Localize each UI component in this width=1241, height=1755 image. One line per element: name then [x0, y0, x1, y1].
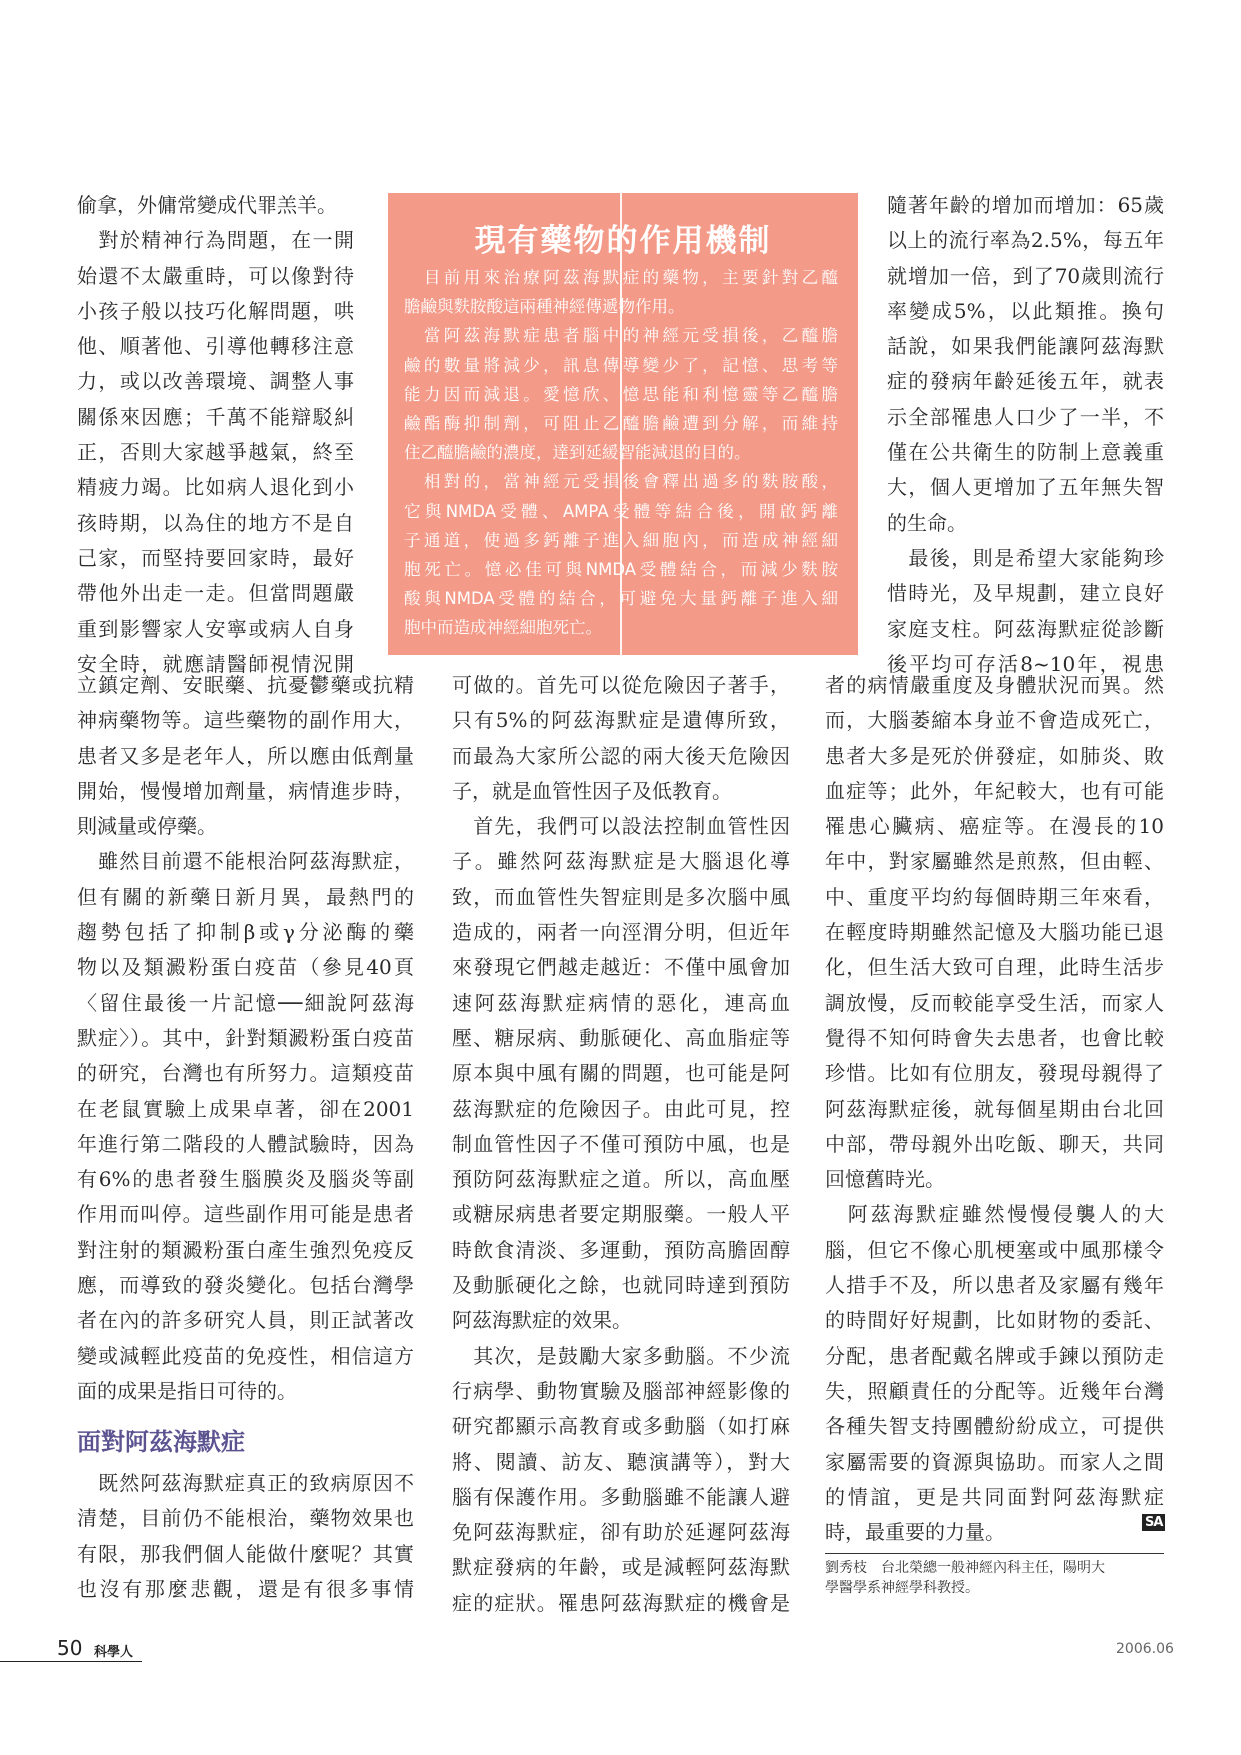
text-line: 首先，我們可以設法控制血管性因 [452, 814, 790, 839]
text-line: 者的病情嚴重度及身體狀況而異。然 [825, 673, 1164, 697]
text-line: 調放慢，反而較能享受生活，而家人 [825, 990, 1164, 1015]
text-line: 趨勢包括了抑制β或γ分泌酶的藥 [77, 920, 414, 945]
text-line: 重到影響家人安寧或病人自身 [77, 616, 354, 641]
text-line: 僅在公共衛生的防制上意義重 [887, 440, 1164, 465]
text-line: 回憶舊時光。 [825, 1167, 945, 1192]
text-line: 對注射的類澱粉蛋白產生強烈免疫反 [77, 1237, 414, 1262]
text-line: 就增加一倍，到了70歲則流行 [887, 263, 1164, 288]
text-line: 雖然目前還不能根治阿茲海默症， [77, 849, 414, 874]
text-line: 患者又多是老年人，所以應由低劑量 [77, 743, 414, 768]
text-line: 住乙醯膽鹼的濃度，達到延緩智能減退的目的。 [404, 443, 751, 463]
text-line: 將、閱讀、訪友、聽演講等），對大 [452, 1449, 790, 1474]
text-line: 患者大多是死於併發症，如肺炎、敗 [825, 743, 1164, 768]
text-line: 默症發病的年齡，或是減輕阿茲海默 [452, 1555, 790, 1580]
sidebar-box-body [404, 263, 838, 642]
text-line: 造成的，兩者一向涇渭分明，但近年 [452, 920, 790, 945]
text-line: 阿茲海默症的效果。 [452, 1308, 632, 1333]
article-column-left [77, 668, 414, 1409]
text-line: 劉秀枝 台北榮總一般神經內科主任，陽明大 [825, 1560, 1105, 1576]
text-line: 子通道，使過多鈣離子進入細胞內，而造成神經細 [404, 530, 838, 550]
sidebar-box-title: 現有藥物的作用機制 [474, 223, 772, 259]
text-line: 應，而導致的發炎變化。包括台灣學 [77, 1273, 414, 1298]
text-line: 致，而血管性失智症則是多次腦中風 [452, 884, 790, 909]
text-line: 偷拿，外傭常變成代罪羔羊。 [77, 193, 337, 217]
text-line: 者在內的許多研究人員，則正試著改 [77, 1308, 414, 1333]
text-line: 症的發病年齡延後五年，就表 [887, 369, 1164, 394]
text-line: 可做的。首先可以從危險因子著手， [452, 673, 790, 697]
text-line: 罹患心臟病、癌症等。在漫長的10 [825, 814, 1164, 839]
footer-rule [0, 1661, 142, 1662]
text-line: 年進行第二階段的人體試驗時，因為 [77, 1131, 414, 1156]
text-line: 帶他外出走一走。但當問題嚴 [77, 581, 354, 606]
text-line: 始還不太嚴重時，可以像對待 [77, 263, 354, 288]
text-line: 能力因而減退。愛憶欣、憶思能和利憶靈等乙醯膽 [404, 384, 838, 404]
text-line: 預防阿茲海默症之道。所以，高血壓 [452, 1167, 790, 1192]
text-line: 它與NMDA受體、AMPA受體等結合後，開啟鈣離 [404, 501, 838, 521]
text-line: 時，最重要的力量。 [825, 1520, 1005, 1545]
text-line: 中、重度平均約每個時期三年來看， [825, 884, 1164, 909]
text-line: 或糖尿病患者要定期服藥。一般人平 [452, 1202, 790, 1227]
text-line: 大，個人更增加了五年無失智 [887, 475, 1164, 500]
text-line: 腦，但它不像心肌梗塞或中風那樣令 [825, 1237, 1164, 1262]
text-line: 立鎮定劑、安眠藥、抗憂鬱藥或抗精 [77, 673, 414, 697]
text-line: 時飲食清淡、多運動，預防高膽固醇 [452, 1237, 790, 1262]
text-line: 珍惜。比如有位朋友，發現母親得了 [825, 1061, 1164, 1086]
text-line: 研究都顯示高教育或多動腦（如打麻 [452, 1414, 790, 1439]
text-line: 默症〉）。其中，針對類澱粉蛋白疫苗 [77, 1025, 414, 1050]
text-line: 行病學、動物實驗及腦部神經影像的 [452, 1378, 790, 1403]
text-line: 但有關的新藥日新月異，最熱門的 [77, 884, 414, 909]
text-line: 孩時期，以為住的地方不是自 [77, 510, 354, 535]
text-line: 血症等；此外，年紀較大，也有可能 [825, 778, 1164, 803]
text-line: 當阿茲海默症患者腦中的神經元受損後，乙醯膽 [404, 326, 838, 346]
article-column-right [825, 668, 1164, 1550]
text-line: 酸與NMDA受體的結合，可避免大量鈣離子進入細 [404, 589, 838, 609]
text-line: 正，否則大家越爭越氣，終至 [77, 440, 354, 465]
text-line: 年中，對家屬雖然是煎熬，但由輕、 [825, 849, 1164, 874]
text-line: 來發現它們越走越近：不僅中風會加 [452, 955, 790, 980]
text-line: 各種失智支持團體紛紛成立，可提供 [825, 1414, 1164, 1439]
text-line: 後平均可存活8~10年，視患 [887, 651, 1164, 676]
text-line: 胞死亡。憶必佳可與NMDA受體結合，而減少麩胺 [404, 559, 838, 579]
text-line: 變或減輕此疫苗的免疫性，相信這方 [77, 1343, 414, 1368]
text-line: 的時間好好規劃，比如財物的委託、 [825, 1308, 1164, 1333]
page-number: 50 [57, 1636, 83, 1660]
text-line: 鹼酯酶抑制劑，可阻止乙醯膽鹼遭到分解，而維持 [404, 413, 838, 433]
text-line: 其次，是鼓勵大家多動腦。不少流 [452, 1343, 790, 1368]
article-column-left-after-heading [77, 1466, 414, 1607]
text-line: 對於精神行為問題，在一開 [77, 228, 354, 253]
text-line: 惜時光，及早規劃，建立良好 [887, 581, 1164, 606]
issue-date: 2006.06 [1116, 1641, 1174, 1657]
text-line: 開始，慢慢增加劑量，病情進步時， [77, 778, 414, 803]
text-line: 話說，如果我們能讓阿茲海默 [887, 334, 1164, 359]
text-line: 子。雖然阿茲海默症是大腦退化導 [452, 849, 790, 874]
text-line: 也沒有那麼悲觀，還是有很多事情 [77, 1576, 414, 1601]
text-line: 膽鹼與麩胺酸這兩種神經傳遞物作用。 [404, 297, 685, 317]
text-line: 目前用來治療阿茲海默症的藥物，主要針對乙醯 [404, 268, 838, 287]
author-bio [825, 1558, 1164, 1598]
text-line: 阿茲海默症雖然慢慢侵襲人的大 [825, 1202, 1164, 1227]
text-line: 有6%的患者發生腦膜炎及腦炎等副 [77, 1167, 414, 1192]
text-line: 茲海默症的危險因子。由此可見，控 [452, 1096, 790, 1121]
text-line: 學醫學系神經學科教授。 [825, 1580, 979, 1596]
text-line: 人措手不及，所以患者及家屬有幾年 [825, 1273, 1164, 1298]
text-line: 則減量或停藥。 [77, 814, 217, 839]
text-line: 小孩子般以技巧化解問題，哄 [77, 298, 354, 323]
text-line: 子，就是血管性因子及低教育。 [452, 778, 732, 803]
text-line: 鹼的數量將減少，訊息傳導變少了，記憶、思考等 [404, 355, 838, 375]
text-line: 原本與中風有關的問題，也可能是阿 [452, 1061, 790, 1086]
text-line: 在輕度時期雖然記憶及大腦功能已退 [825, 920, 1164, 945]
text-line: 胞中而造成神經細胞死亡。 [404, 618, 602, 638]
article-column-top-left [77, 188, 354, 682]
text-line: 而，大腦萎縮本身並不會造成死亡， [825, 708, 1164, 733]
sidebar-box-drug-mechanisms [388, 193, 858, 655]
text-line: 失，照顧責任的分配等。近幾年台灣 [825, 1378, 1164, 1403]
text-line: 腦有保護作用。多動腦雖不能讓人避 [452, 1484, 790, 1509]
text-line: 精疲力竭。比如病人退化到小 [77, 475, 354, 500]
article-column-top-right [887, 188, 1164, 682]
end-mark-logo: SA [1142, 1514, 1165, 1531]
text-line: 隨著年齡的增加而增加：65歲 [887, 193, 1164, 217]
author-divider [825, 1553, 1164, 1554]
text-line: 清楚，目前仍不能根治，藥物效果也 [77, 1506, 414, 1531]
text-line: 物以及類澱粉蛋白疫苗（參見40頁 [77, 955, 414, 980]
text-line: 免阿茲海默症，卻有助於延遲阿茲海 [452, 1520, 790, 1545]
text-line: 症的症狀。罹患阿茲海默症的機會是 [452, 1590, 790, 1615]
text-line: 家屬需要的資源與協助。而家人之間 [825, 1449, 1164, 1474]
text-line: 他、順著他、引導他轉移注意 [77, 334, 354, 359]
text-line: 示全部罹患人口少了一半，不 [887, 404, 1164, 429]
text-line: 關係來因應；千萬不能辯駁糾 [77, 404, 354, 429]
text-line: 有限，那我們個人能做什麼呢？其實 [77, 1541, 414, 1566]
text-line: 作用而叫停。這些副作用可能是患者 [77, 1202, 414, 1227]
text-line: 阿茲海默症後，就每個星期由台北回 [825, 1096, 1164, 1121]
text-line: 相對的，當神經元受損後會釋出過多的麩胺酸， [404, 472, 838, 492]
text-line: 〈留住最後一片記憶──細說阿茲海 [77, 990, 414, 1015]
text-line: 在老鼠實驗上成果卓著，卻在2001 [77, 1096, 414, 1121]
section-heading: 面對阿茲海默症 [77, 1428, 245, 1456]
text-line: 制血管性因子不僅可預防中風，也是 [452, 1131, 790, 1156]
text-line: 神病藥物等。這些藥物的副作用大， [77, 708, 414, 733]
text-line: 己家，而堅持要回家時，最好 [77, 545, 354, 570]
text-line: 既然阿茲海默症真正的致病原因不 [77, 1471, 414, 1495]
text-line: 率變成5%，以此類推。換句 [887, 298, 1164, 323]
text-line: 安全時，就應請醫師視情況開 [77, 651, 354, 676]
text-line: 的研究，台灣也有所努力。這類疫苗 [77, 1061, 414, 1086]
text-line: 家庭支柱。阿茲海默症從診斷 [887, 616, 1164, 641]
text-line: 中部，帶母親外出吃飯、聊天，共同 [825, 1131, 1164, 1156]
text-line: 速阿茲海默症病情的惡化，連高血 [452, 990, 790, 1015]
text-line: 及動脈硬化之餘，也就同時達到預防 [452, 1273, 790, 1298]
text-line: 以上的流行率為2.5%，每五年 [887, 228, 1164, 253]
text-line: 覺得不知何時會失去患者，也會比較 [825, 1025, 1164, 1050]
text-line: 而最為大家所公認的兩大後天危險因 [452, 743, 790, 768]
text-line: 力，或以改善環境、調整人事 [77, 369, 354, 394]
magazine-name: 科學人 [94, 1645, 134, 1660]
text-line: 壓、糖尿病、動脈硬化、高血脂症等 [452, 1025, 790, 1050]
text-line: 只有5%的阿茲海默症是遺傳所致， [452, 708, 790, 733]
text-line: 化，但生活大致可自理，此時生活步 [825, 955, 1164, 980]
text-line: 分配，患者配戴名牌或手鍊以預防走 [825, 1343, 1164, 1368]
text-line: 最後，則是希望大家能夠珍 [887, 545, 1164, 570]
text-line: 的情誼，更是共同面對阿茲海默症 [825, 1484, 1164, 1509]
text-line: 的生命。 [887, 510, 967, 535]
article-column-middle [452, 668, 790, 1621]
text-line: 面的成果是指日可待的。 [77, 1378, 297, 1403]
